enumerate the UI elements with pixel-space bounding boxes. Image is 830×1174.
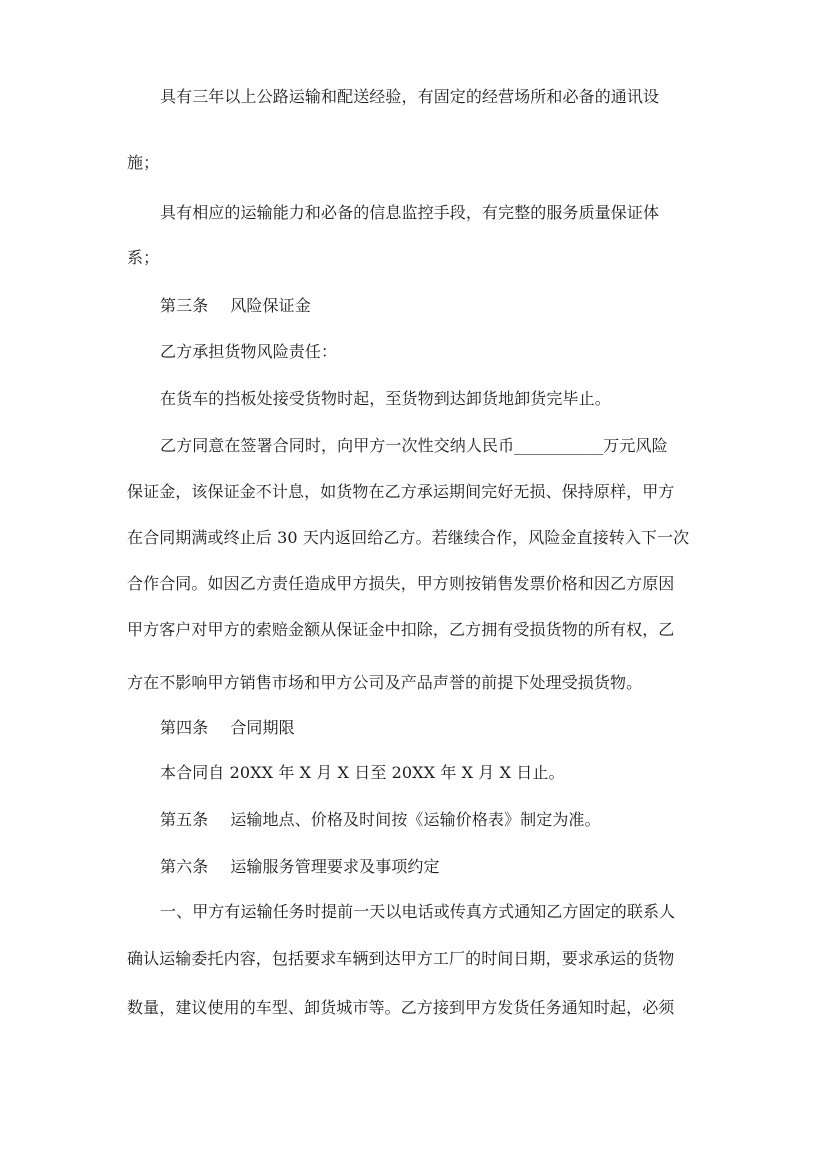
article-4-heading — [160, 718, 295, 738]
paragraph-line: 具有相应的运输能力和必备的信息监控手段，有完整的服务质量保证体 — [160, 203, 660, 222]
article-number: 第三条 — [160, 296, 209, 315]
paragraph-line: 一、甲方有运输任务时提前一天以电话或传真方式通知乙方固定的联系人 — [160, 902, 676, 921]
article-title: 风险保证金 — [230, 296, 311, 315]
paragraph-line: 数量，建议使用的车型、卸货城市等。乙方接到甲方发货任务通知时起，必须 — [127, 998, 675, 1017]
paragraph-line: 确认运输委托内容，包括要求车辆到达甲方工厂的时间日期，要求承运的货物 — [127, 949, 675, 968]
article-3-heading — [160, 296, 311, 316]
paragraph-line: 施； — [127, 153, 160, 172]
article-title: 运输地点、价格及时间按《运输价格表》制定为准。 — [230, 810, 601, 829]
paragraph-line: 乙方同意在签署合同时，向甲方一次性交纳人民币___________万元风险 — [160, 436, 668, 455]
paragraph-line: 方在不影响甲方销售市场和甲方公司及产品声誉的前提下处理受损货物。 — [127, 673, 643, 692]
article-5-heading — [160, 810, 601, 830]
paragraph-line: 具有三年以上公路运输和配送经验，有固定的经营场所和必备的通讯设 — [160, 87, 660, 106]
paragraph-line: 保证金，该保证金不计息，如货物在乙方承运期间完好无损、保持原样，甲方 — [127, 482, 675, 501]
article-title: 合同期限 — [230, 718, 295, 737]
paragraph-line: 系； — [127, 248, 160, 267]
paragraph-line: 合作合同。如因乙方责任造成甲方损失，甲方则按销售发票价格和因乙方原因 — [127, 574, 675, 593]
paragraph-line: 在货车的挡板处接受货物时起，至货物到达卸货地卸货完毕止。 — [160, 389, 611, 408]
article-6-heading — [160, 857, 440, 877]
article-number: 第六条 — [160, 857, 209, 876]
paragraph-line: 乙方承担货物风险责任： — [160, 342, 338, 361]
article-title: 运输服务管理要求及事项约定 — [230, 857, 440, 876]
paragraph-line: 在合同期满或终止后 30 天内返回给乙方。若继续合作，风险金直接转入下一次 — [127, 528, 690, 547]
paragraph-line: 本合同自 20XX 年 X 月 X 日至 20XX 年 X 月 X 日止。 — [160, 763, 565, 782]
article-number: 第四条 — [160, 718, 209, 737]
article-number: 第五条 — [160, 810, 209, 829]
paragraph-line: 甲方客户对甲方的索赔金额从保证金中扣除，乙方拥有受损货物的所有权，乙 — [127, 620, 675, 639]
